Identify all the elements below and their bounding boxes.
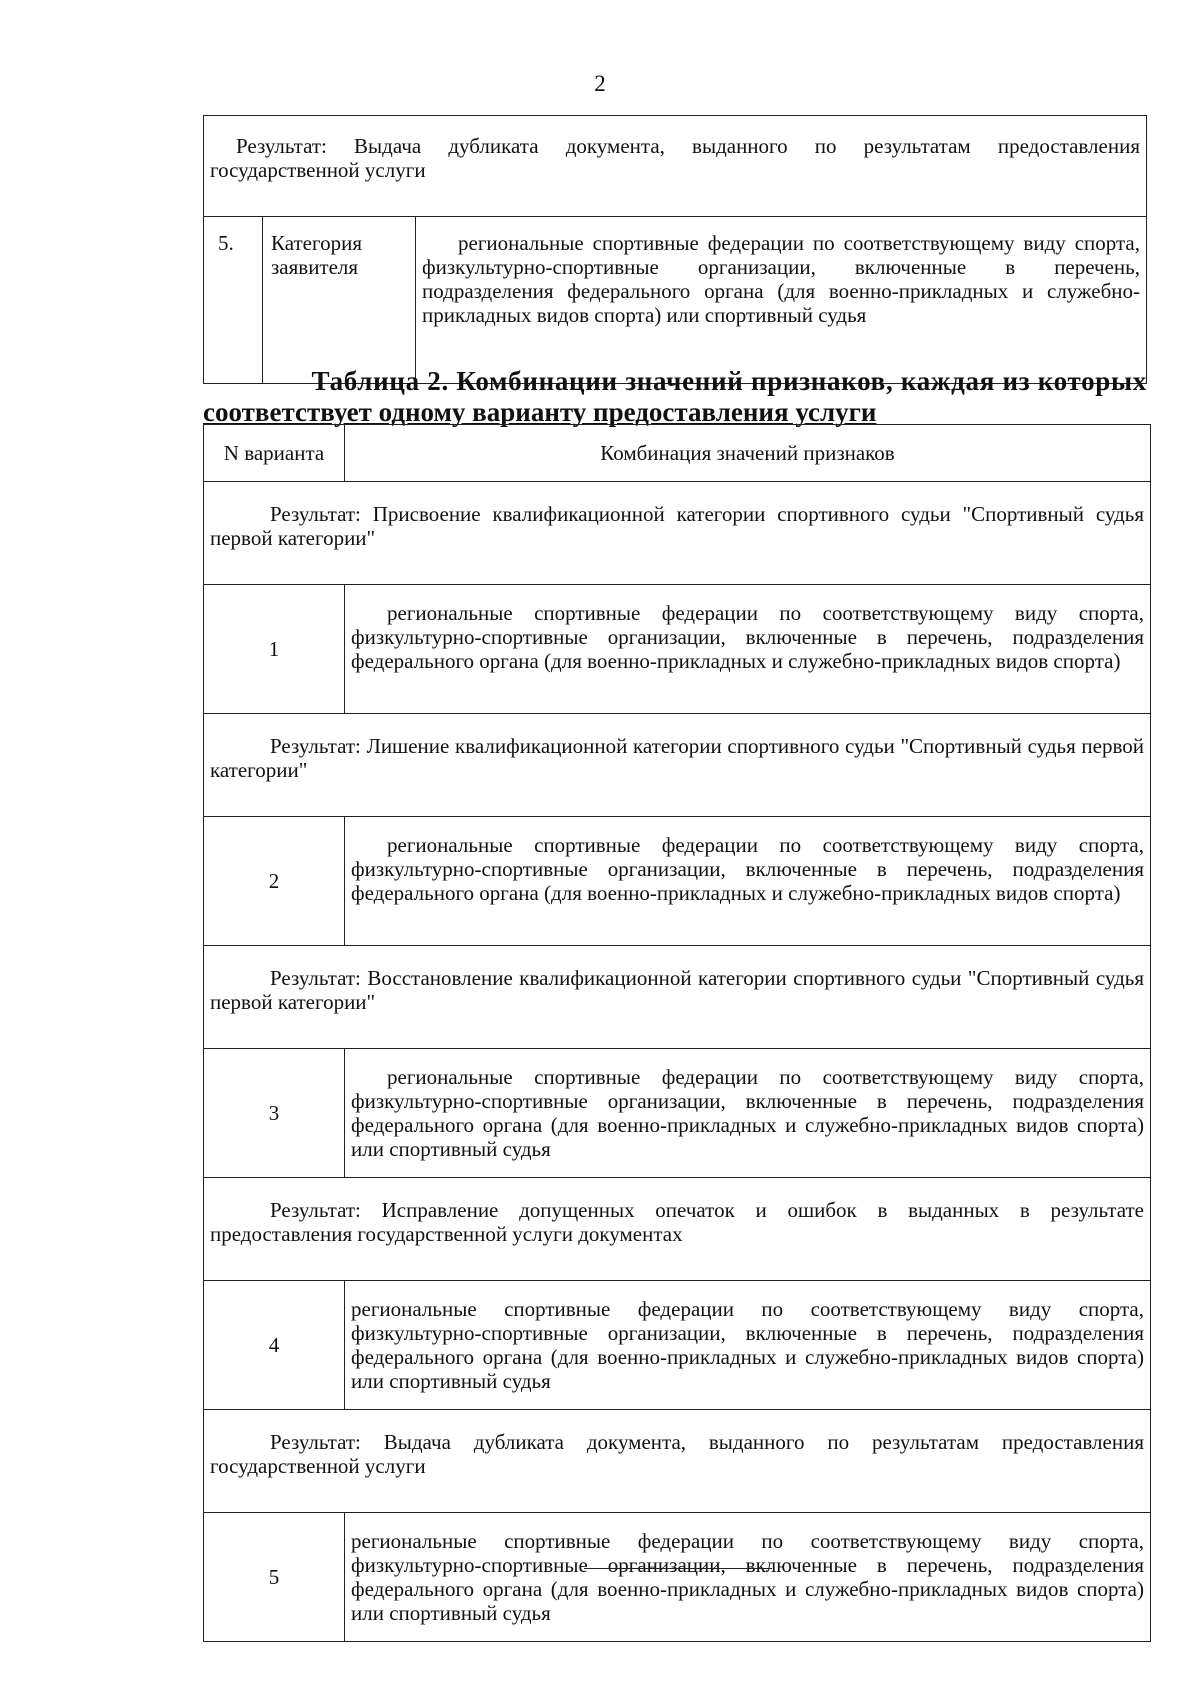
- variant-row-3: [204, 1049, 1151, 1178]
- page-number: 2: [594, 71, 606, 96]
- table-2-heading-line-2: соответствует одному варианту предоставления услуги: [203, 397, 877, 427]
- result-row-1: [204, 482, 1151, 585]
- variant-row-4: [204, 1281, 1151, 1410]
- result-row-4: [204, 1178, 1151, 1281]
- table-2-header-row: [204, 425, 1151, 482]
- variant-value: региональные спортивные федерации по соответствующему виду спорта, физкультурно-спортивные организации, включенные в перечень, подразделения федерального органа (для военно-прикладных и служебно-прикладных видов спорта): [351, 601, 1144, 673]
- variant-value: региональные спортивные федерации по соответствующему виду спорта, физкультурно-спортивные организации, включенные в перечень, подразделения федерального органа (для военно-прикладных и служебно-прикладных видов спорта) или спортивный судья: [351, 1297, 1144, 1393]
- table-1-continuation: [203, 115, 1147, 384]
- variant-row-2: [204, 817, 1151, 946]
- variant-number: 4: [204, 1281, 345, 1410]
- result-text: Результат: Исправление допущенных опечаток и ошибок в выданных в результате предоставления государственной услуги документах: [210, 1198, 1144, 1246]
- row-number: 5.: [204, 217, 263, 384]
- variant-number: 2: [204, 817, 345, 946]
- variant-value: региональные спортивные федерации по соответствующему виду спорта, физкультурно-спортивные организации, включенные в перечень, подразделения федерального органа (для военно-прикладных и служебно-прикладных видов спорта) или спортивный судья: [351, 1065, 1144, 1161]
- result-text: Результат: Присвоение квалификационной категории спортивного судьи "Спортивный судья первой категории": [210, 502, 1144, 550]
- result-cell: [204, 482, 1151, 585]
- result-cell: [204, 1178, 1151, 1281]
- variant-row-5: [204, 1513, 1151, 1642]
- table-2: [203, 424, 1151, 1642]
- variant-value: региональные спортивные федерации по соответствующему виду спорта, физкультурно-спортивные организации, включенные в перечень, подразделения федерального органа (для военно-прикладных и служебно-прикладных видов спорта) или спортивный судья: [351, 1529, 1144, 1625]
- result-text: Результат: Выдача дубликата документа, выданного по результатам предоставления государственной услуги: [210, 1430, 1144, 1478]
- result-cell: [204, 714, 1151, 817]
- table-1-result-text: Результат: Выдача дубликата документа, выданного по результатам предоставления государственной услуги: [210, 134, 1140, 182]
- row-name: Категория заявителя: [263, 217, 416, 384]
- table-1-result-row: [204, 116, 1147, 217]
- table-2-heading-line-1: Таблица 2. Комбинации значений признаков, каждая из которых: [311, 366, 1147, 396]
- variant-value-cell: [345, 1513, 1151, 1642]
- variant-value-cell: [345, 817, 1151, 946]
- result-row-2: [204, 714, 1151, 817]
- result-text: Результат: Лишение квалификационной категории спортивного судьи "Спортивный судья первой категории": [210, 734, 1144, 782]
- result-row-3: [204, 946, 1151, 1049]
- variant-value-cell: [345, 1049, 1151, 1178]
- result-row-5: [204, 1410, 1151, 1513]
- variant-number: 3: [204, 1049, 345, 1178]
- result-cell: [204, 946, 1151, 1049]
- variant-number: 5: [204, 1513, 345, 1642]
- variant-row-1: [204, 585, 1151, 714]
- table-2-heading: [203, 366, 1147, 428]
- table-row: [204, 217, 1147, 384]
- result-text: Результат: Восстановление квалификационной категории спортивного судьи "Спортивный судья первой категории": [210, 966, 1144, 1014]
- table-1-result-cell: [204, 116, 1147, 217]
- variant-value-cell: [345, 1281, 1151, 1410]
- footer-divider: [584, 1568, 772, 1569]
- row-value-cell: [416, 217, 1147, 384]
- result-cell: [204, 1410, 1151, 1513]
- column-header-variant-number: N варианта: [204, 425, 345, 482]
- variant-number: 1: [204, 585, 345, 714]
- variant-value-cell: [345, 585, 1151, 714]
- row-value: региональные спортивные федерации по соответствующему виду спорта, физкультурно-спортивные организации, включенные в перечень, подразделения федерального органа (для военно-прикладных и служебно-прикладных видов спорта) или спортивный судья: [422, 231, 1140, 327]
- variant-value: региональные спортивные федерации по соответствующему виду спорта, физкультурно-спортивные организации, включенные в перечень, подразделения федерального органа (для военно-прикладных и служебно-прикладных видов спорта): [351, 833, 1144, 905]
- column-header-combination: Комбинация значений признаков: [345, 425, 1151, 482]
